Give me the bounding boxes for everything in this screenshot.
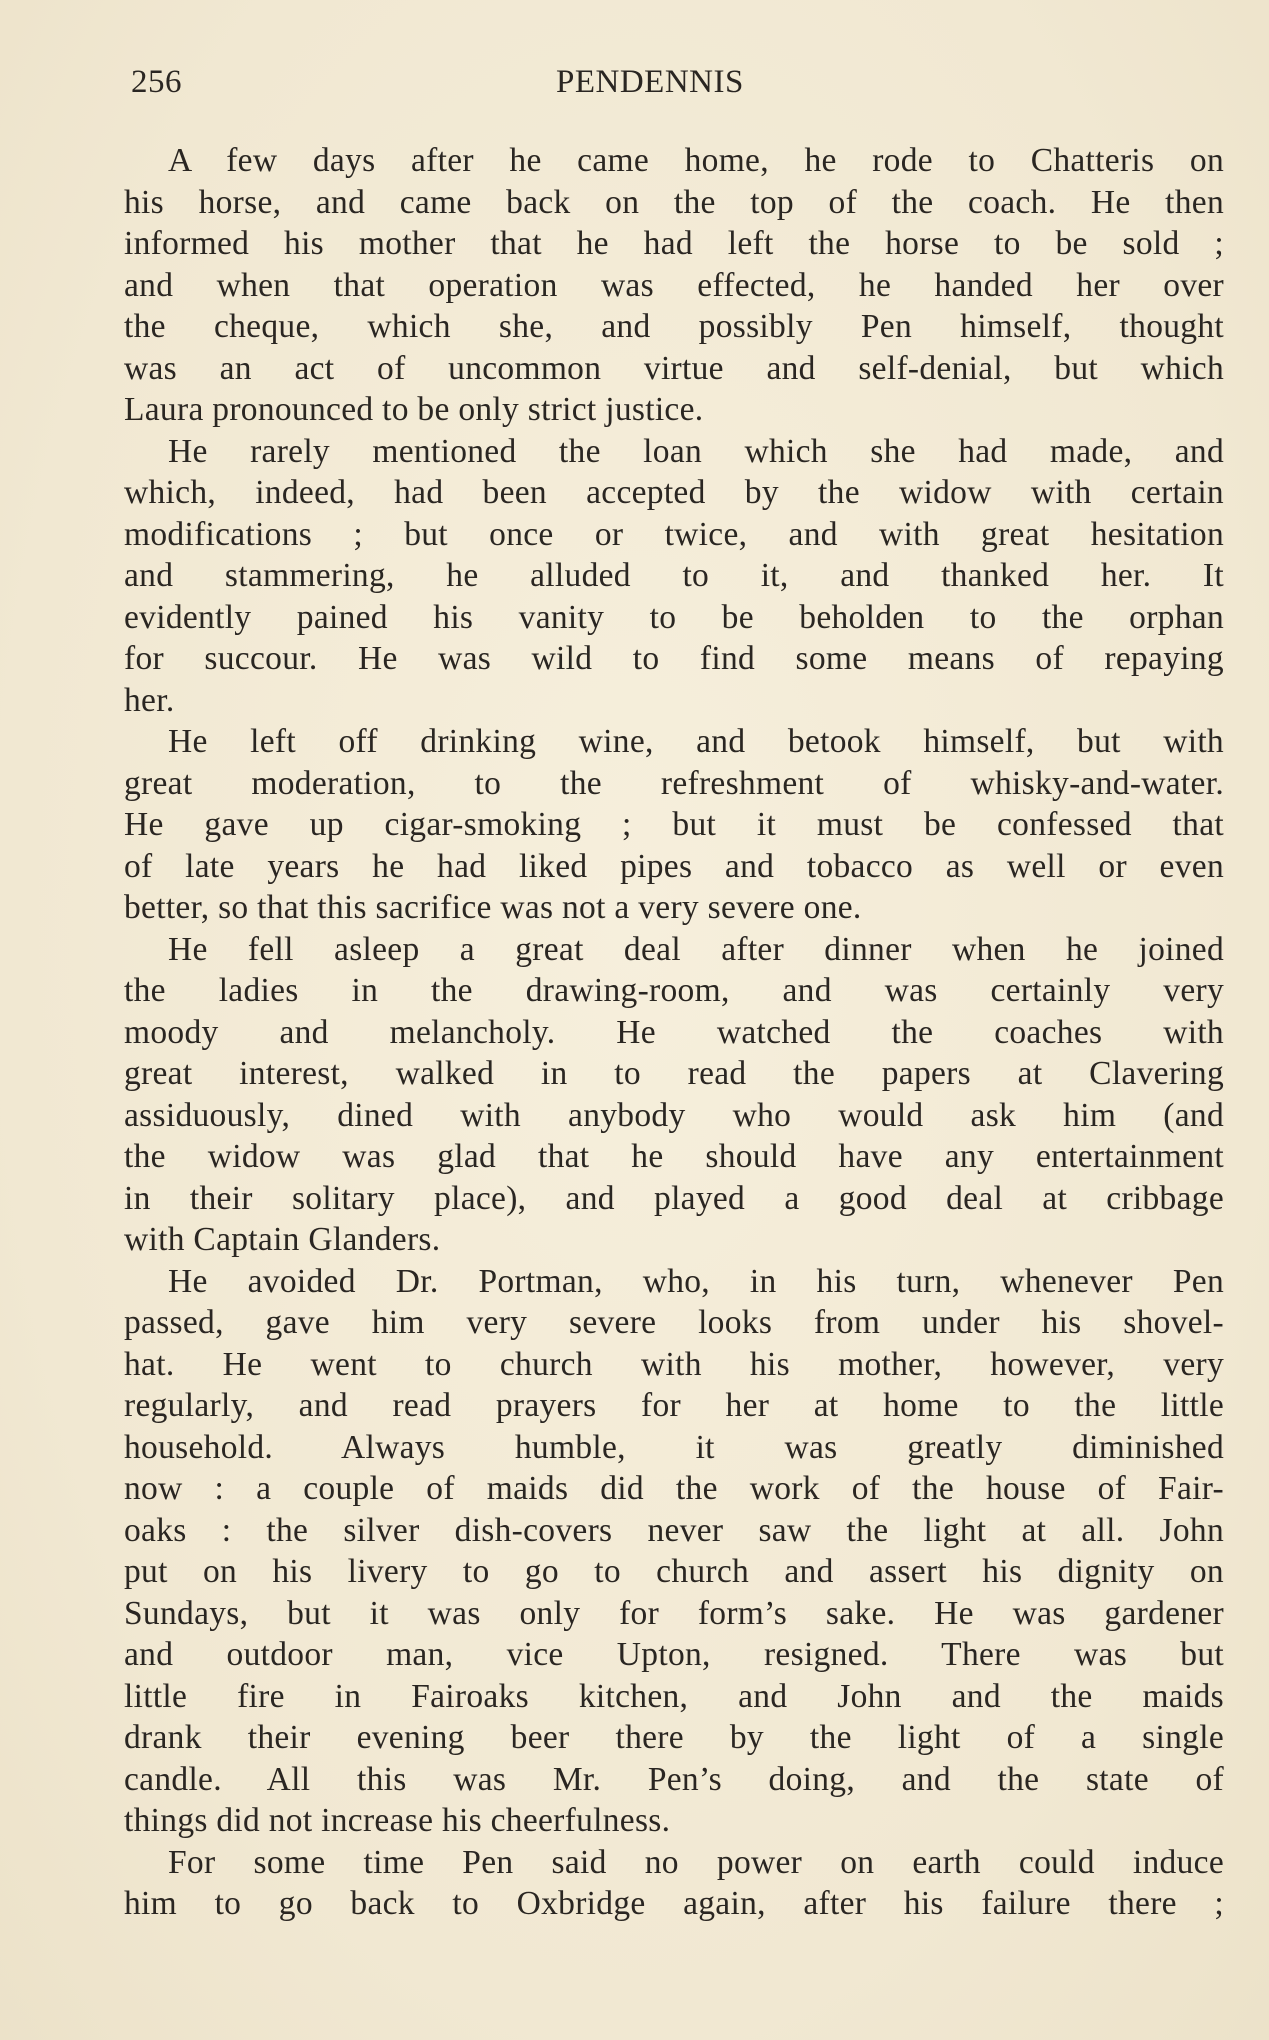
text-line: of late years he had liked pipes and tobacco as well or even	[124, 847, 1224, 885]
text-line: He avoided Dr. Portman, who, in his turn, whenever Pen	[168, 1262, 1224, 1300]
text-line: little fire in Fairoaks kitchen, and John and the maids	[124, 1677, 1224, 1715]
paragraph	[124, 140, 1224, 431]
text-line: Laura pronounced to be only strict justice.	[124, 391, 704, 428]
running-title: PENDENNIS	[556, 64, 744, 100]
paragraph	[124, 721, 1224, 929]
text-line: for succour. He was wild to find some means of repaying	[124, 640, 1224, 677]
text-line: He fell asleep a great deal after dinner when he joined	[168, 930, 1224, 968]
page-header	[131, 64, 1227, 114]
text-line: the widow was glad that he should have any entertainment	[124, 1138, 1224, 1175]
text-line: him to go back to Oxbridge again, after his failure there ;	[124, 1885, 1224, 1922]
text-line: informed his mother that he had left the horse to be sold ;	[124, 225, 1224, 262]
text-line: modifications ; but once or twice, and with great hesitation	[124, 515, 1224, 553]
paragraph	[124, 1842, 1224, 1925]
text-line: Sundays, but it was only for form’s sake. He was gardener	[124, 1594, 1224, 1632]
text-line: put on his livery to go to church and assert his dignity on	[124, 1553, 1224, 1590]
text-line: and when that operation was effected, he handed her over	[124, 266, 1224, 304]
text-line: and outdoor man, vice Upton, resigned. There was but	[124, 1636, 1224, 1673]
text-line: her.	[124, 681, 175, 719]
text-line: oaks : the silver dish-covers never saw the light at all. John	[124, 1511, 1224, 1549]
text-line: A few days after he came home, he rode to Chatteris on	[168, 142, 1224, 179]
text-line: passed, gave him very severe looks from under his shovel-	[124, 1304, 1224, 1341]
text-line: was an act of uncommon virtue and self-denial, but which	[124, 349, 1224, 387]
text-line: his horse, and came back on the top of the coach. He then	[124, 183, 1224, 221]
text-line: regularly, and read prayers for her at home to the little	[124, 1387, 1224, 1424]
text-line: in their solitary place), and played a good deal at cribbage	[124, 1179, 1224, 1217]
text-line: now : a couple of maids did the work of the house of Fair-	[124, 1470, 1224, 1507]
text-line: the ladies in the drawing-room, and was certainly very	[124, 972, 1224, 1009]
page-number: 256	[131, 64, 182, 100]
text-line: the cheque, which she, and possibly Pen himself, thought	[124, 308, 1224, 345]
text-line: He rarely mentioned the loan which she had made, and	[168, 432, 1224, 470]
text-line: candle. All this was Mr. Pen’s doing, and the state of	[124, 1760, 1224, 1798]
text-line: evidently pained his vanity to be beholden to the orphan	[124, 598, 1224, 636]
body-text	[124, 140, 1224, 1925]
paragraph	[124, 1261, 1224, 1842]
text-line: For some time Pen said no power on earth could induce	[168, 1843, 1224, 1881]
text-line: things did not increase his cheerfulness.	[124, 1802, 671, 1839]
text-line: drank their evening beer there by the light of a single	[124, 1719, 1224, 1756]
text-line: better, so that this sacrifice was not a very severe one.	[124, 889, 862, 926]
text-line: household. Always humble, it was greatly diminished	[124, 1428, 1224, 1466]
paragraph	[124, 929, 1224, 1261]
text-line: assiduously, dined with anybody who would ask him (and	[124, 1096, 1224, 1134]
text-line: and stammering, he alluded to it, and thanked her. It	[124, 557, 1224, 594]
text-line: He left off drinking wine, and betook himself, but with	[168, 723, 1224, 760]
paragraph	[124, 431, 1224, 722]
text-line: great interest, walked in to read the papers at Clavering	[124, 1055, 1224, 1092]
text-line: moody and melancholy. He watched the coaches with	[124, 1013, 1224, 1051]
text-line: He gave up cigar-smoking ; but it must be confessed that	[124, 806, 1224, 843]
text-line: which, indeed, had been accepted by the widow with certain	[124, 474, 1224, 511]
text-line: great moderation, to the refreshment of whisky-and-water.	[124, 764, 1224, 802]
text-line: with Captain Glanders.	[124, 1221, 441, 1258]
text-line: hat. He went to church with his mother, however, very	[124, 1345, 1224, 1383]
